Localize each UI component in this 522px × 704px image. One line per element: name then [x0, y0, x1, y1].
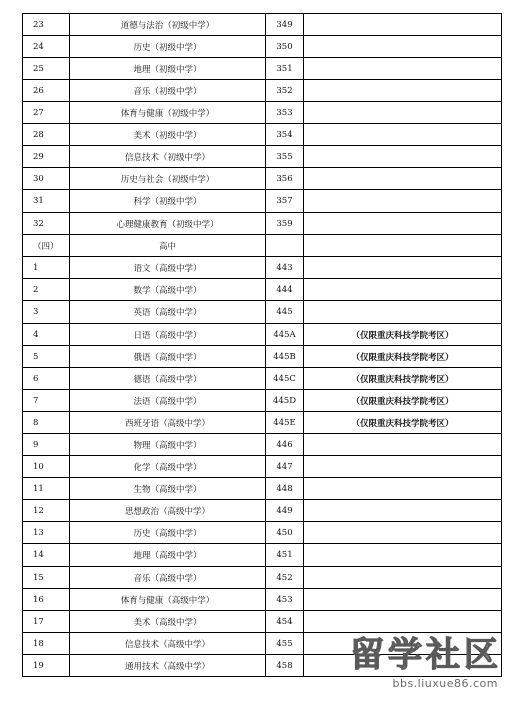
subject-code: 350 — [266, 36, 304, 58]
subject-name: 思想政治（高级中学） — [70, 500, 266, 522]
row-number: 17 — [23, 611, 70, 633]
row-note — [304, 36, 502, 58]
subject-code: 356 — [266, 168, 304, 190]
row-note — [304, 434, 502, 456]
row-number: 2 — [23, 279, 70, 301]
row-number: 9 — [23, 434, 70, 456]
row-note — [304, 522, 502, 544]
table-row — [23, 346, 502, 368]
subject-code: 453 — [266, 589, 304, 611]
subject-name: 日语（高级中学） — [70, 324, 266, 346]
row-note — [304, 478, 502, 500]
subject-name: 历史（高级中学） — [70, 522, 266, 544]
subject-name: 体育与健康（初级中学） — [70, 102, 266, 124]
subject-name: 音乐（高级中学） — [70, 567, 266, 589]
table-row — [23, 390, 502, 412]
subject-code — [266, 235, 304, 257]
subject-name: 高中 — [70, 235, 266, 257]
row-number: 19 — [23, 655, 70, 677]
row-number: 13 — [23, 522, 70, 544]
subject-code: 451 — [266, 544, 304, 567]
subject-code: 454 — [266, 611, 304, 633]
table-row — [23, 14, 502, 36]
subject-code: 446 — [266, 434, 304, 456]
table-row — [23, 235, 502, 257]
row-number: 16 — [23, 589, 70, 611]
subject-name: 德语（高级中学） — [70, 368, 266, 390]
table-row — [23, 544, 502, 567]
row-number: 27 — [23, 102, 70, 124]
subject-code: 355 — [266, 146, 304, 168]
row-number: 30 — [23, 168, 70, 190]
table-row — [23, 368, 502, 390]
subject-code: 445E — [266, 412, 304, 434]
table-row — [23, 279, 502, 301]
row-note — [304, 589, 502, 611]
row-number: 3 — [23, 301, 70, 324]
row-number: 14 — [23, 544, 70, 567]
row-number: 12 — [23, 500, 70, 522]
subject-code: 354 — [266, 124, 304, 146]
row-number: 15 — [23, 567, 70, 589]
subject-code: 450 — [266, 522, 304, 544]
row-note — [304, 235, 502, 257]
row-note — [304, 124, 502, 146]
row-number: 18 — [23, 633, 70, 655]
table-row — [23, 146, 502, 168]
table-row — [23, 412, 502, 434]
table-row — [23, 80, 502, 102]
row-number: 11 — [23, 478, 70, 500]
table-row — [23, 589, 502, 611]
row-note — [304, 14, 502, 36]
subject-code: 445A — [266, 324, 304, 346]
subject-name: 法语（高级中学） — [70, 390, 266, 412]
table-row — [23, 500, 502, 522]
subject-name: 美术（初级中学） — [70, 124, 266, 146]
row-number: 7 — [23, 390, 70, 412]
row-number: 6 — [23, 368, 70, 390]
subject-code: 452 — [266, 567, 304, 589]
table-row — [23, 567, 502, 589]
subject-code: 357 — [266, 190, 304, 213]
subject-code: 447 — [266, 456, 304, 478]
table-row — [23, 301, 502, 324]
table-row — [23, 168, 502, 190]
row-number: 32 — [23, 213, 70, 235]
table-row — [23, 36, 502, 58]
subject-name: 历史（初级中学） — [70, 36, 266, 58]
subject-name: 道德与法治（初级中学） — [70, 14, 266, 36]
subject-name: 语文（高级中学） — [70, 257, 266, 279]
table-row — [23, 324, 502, 346]
row-number: 31 — [23, 190, 70, 213]
watermark-logo — [346, 635, 516, 698]
watermark-title: 留学社区 — [350, 635, 502, 675]
row-note — [304, 279, 502, 301]
row-note — [304, 544, 502, 567]
row-number: 5 — [23, 346, 70, 368]
row-number: 24 — [23, 36, 70, 58]
subject-name: 化学（高级中学） — [70, 456, 266, 478]
subject-name: 音乐（初级中学） — [70, 80, 266, 102]
row-note — [304, 567, 502, 589]
subject-name: 数学（高级中学） — [70, 279, 266, 301]
table-row — [23, 257, 502, 279]
table-row — [23, 124, 502, 146]
subject-name: 美术（高级中学） — [70, 611, 266, 633]
row-note — [304, 456, 502, 478]
row-number: （四） — [23, 235, 70, 257]
row-number: 25 — [23, 58, 70, 80]
subject-code: 445B — [266, 346, 304, 368]
subject-code: 349 — [266, 14, 304, 36]
row-number: 23 — [23, 14, 70, 36]
subject-name: 历史与社会（初级中学） — [70, 168, 266, 190]
watermark-url: bbs.liuxue86.com — [392, 677, 498, 690]
row-note: （仅限重庆科技学院考区） — [304, 390, 502, 412]
subject-name: 信息技术（初级中学） — [70, 146, 266, 168]
subject-name: 英语（高级中学） — [70, 301, 266, 324]
subject-name: 地理（高级中学） — [70, 544, 266, 567]
subject-name: 心理健康教育（初级中学） — [70, 213, 266, 235]
table-row — [23, 102, 502, 124]
row-note: （仅限重庆科技学院考区） — [304, 346, 502, 368]
row-note — [304, 80, 502, 102]
row-number: 8 — [23, 412, 70, 434]
subject-code: 351 — [266, 58, 304, 80]
subject-code: 458 — [266, 655, 304, 677]
subject-code: 444 — [266, 279, 304, 301]
row-number: 10 — [23, 456, 70, 478]
subject-code: 448 — [266, 478, 304, 500]
subject-name: 地理（初级中学） — [70, 58, 266, 80]
row-note — [304, 301, 502, 324]
subject-name: 信息技术（高级中学） — [70, 633, 266, 655]
row-note: （仅限重庆科技学院考区） — [304, 368, 502, 390]
row-note — [304, 58, 502, 80]
row-note — [304, 102, 502, 124]
row-note — [304, 168, 502, 190]
subject-code: 455 — [266, 633, 304, 655]
subject-code: 445 — [266, 301, 304, 324]
row-number: 29 — [23, 146, 70, 168]
table-row — [23, 478, 502, 500]
row-note — [304, 190, 502, 213]
row-number: 28 — [23, 124, 70, 146]
subject-name: 俄语（高级中学） — [70, 346, 266, 368]
row-note — [304, 257, 502, 279]
table-row — [23, 456, 502, 478]
subject-name: 生物（高级中学） — [70, 478, 266, 500]
table-row — [23, 213, 502, 235]
subject-code: 359 — [266, 213, 304, 235]
row-note — [304, 146, 502, 168]
row-note: （仅限重庆科技学院考区） — [304, 324, 502, 346]
row-number: 1 — [23, 257, 70, 279]
subject-code: 353 — [266, 102, 304, 124]
subject-code: 443 — [266, 257, 304, 279]
subject-code: 352 — [266, 80, 304, 102]
table-row — [23, 58, 502, 80]
table-row — [23, 190, 502, 213]
subject-code: 445C — [266, 368, 304, 390]
table-row — [23, 434, 502, 456]
table-row — [23, 522, 502, 544]
subject-code-table — [22, 13, 502, 677]
subject-name: 物理（高级中学） — [70, 434, 266, 456]
row-number: 26 — [23, 80, 70, 102]
row-number: 4 — [23, 324, 70, 346]
subject-name: 西班牙语（高级中学） — [70, 412, 266, 434]
subject-name: 通用技术（高级中学） — [70, 655, 266, 677]
subject-name: 科学（初级中学） — [70, 190, 266, 213]
subject-code: 445D — [266, 390, 304, 412]
row-note: （仅限重庆科技学院考区） — [304, 412, 502, 434]
subject-name: 体育与健康（高级中学） — [70, 589, 266, 611]
subject-code: 449 — [266, 500, 304, 522]
row-note — [304, 213, 502, 235]
row-note — [304, 500, 502, 522]
